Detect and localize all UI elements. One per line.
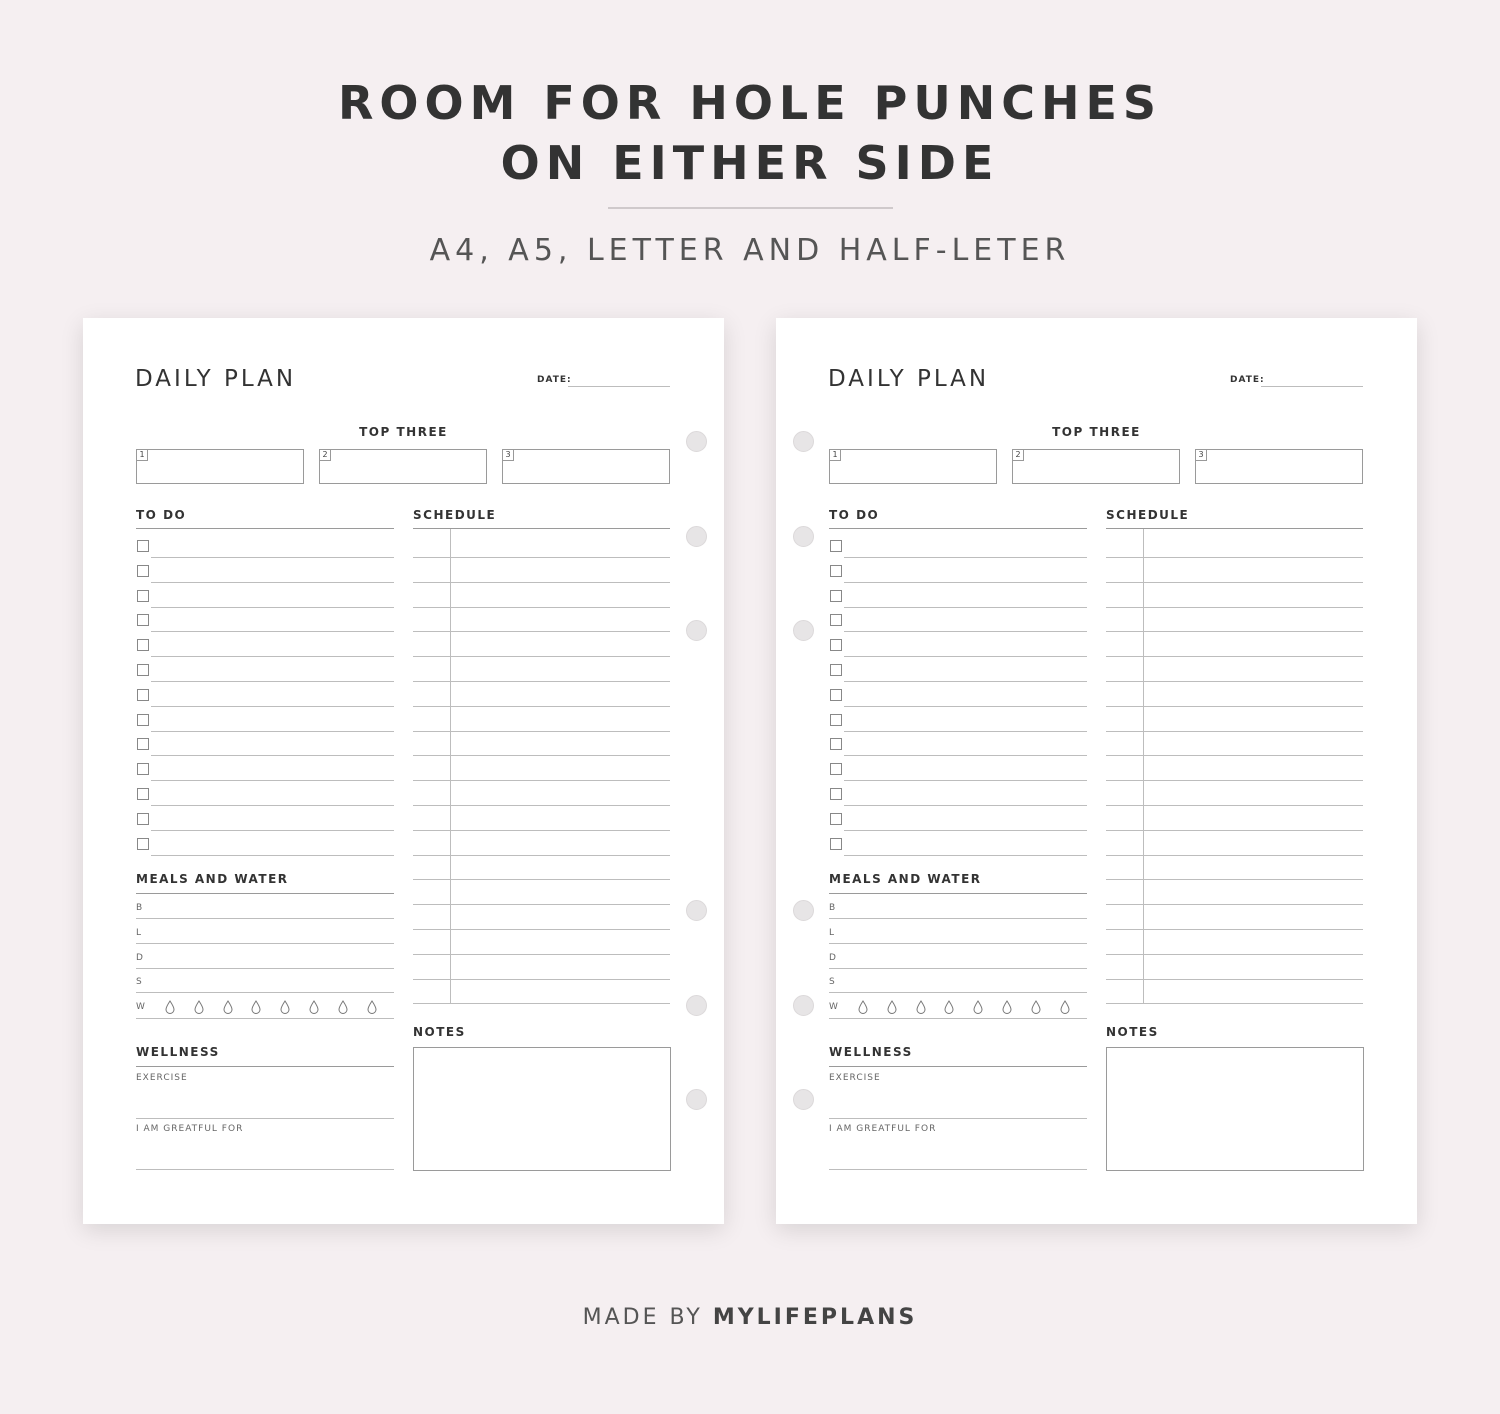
- todo-line: [844, 656, 1087, 657]
- todo-checkbox[interactable]: [137, 639, 149, 651]
- todo-checkbox[interactable]: [137, 788, 149, 800]
- schedule-line: [1106, 904, 1363, 905]
- meal-label: B: [829, 903, 837, 913]
- todo-checkbox[interactable]: [137, 738, 149, 750]
- punch-hole: [686, 900, 707, 921]
- todo-checkbox[interactable]: [830, 788, 842, 800]
- schedule-time-divider: [1143, 529, 1144, 1003]
- schedule-line: [413, 706, 670, 707]
- schedule-line: [413, 929, 670, 930]
- todo-checkbox[interactable]: [830, 565, 842, 577]
- water-label: W: [829, 1002, 839, 1012]
- top-three-box-3[interactable]: [1195, 449, 1363, 484]
- top-three-number: 2: [1013, 450, 1024, 461]
- todo-checkbox[interactable]: [137, 689, 149, 701]
- punch-hole: [686, 526, 707, 547]
- water-drop-icon[interactable]: [1031, 1000, 1041, 1014]
- exercise-label: EXERCISE: [829, 1073, 881, 1083]
- todo-checkbox[interactable]: [830, 714, 842, 726]
- todo-checkbox[interactable]: [830, 813, 842, 825]
- todo-line: [844, 731, 1087, 732]
- meal-line: [829, 943, 1087, 944]
- meal-label: S: [829, 977, 836, 988]
- schedule-line: [1106, 631, 1363, 632]
- wellness-heading: WELLNESS: [829, 1045, 913, 1059]
- schedule-line: [1106, 731, 1363, 732]
- todo-checkbox[interactable]: [830, 639, 842, 651]
- schedule-line: [1106, 855, 1363, 856]
- meal-label: B: [136, 903, 144, 913]
- water-drop-icon[interactable]: [165, 1000, 175, 1014]
- meal-label: L: [829, 927, 836, 938]
- footer-brand: MYLIFEPLANS: [712, 1305, 918, 1330]
- schedule-line: [1106, 607, 1363, 608]
- top-three-number: 2: [320, 450, 331, 461]
- todo-line: [151, 805, 394, 806]
- schedule-line: [1106, 1003, 1363, 1004]
- todo-checkbox[interactable]: [830, 590, 842, 602]
- todo-checkbox[interactable]: [830, 738, 842, 750]
- meal-label: D: [136, 952, 144, 963]
- water-drop-icon[interactable]: [309, 1000, 319, 1014]
- schedule-line: [413, 557, 670, 558]
- water-drop-icon[interactable]: [251, 1000, 261, 1014]
- todo-checkbox[interactable]: [137, 714, 149, 726]
- water-drop-icon[interactable]: [944, 1000, 954, 1014]
- water-drop-icon[interactable]: [1060, 1000, 1070, 1014]
- notes-heading: NOTES: [413, 1025, 466, 1039]
- page-title: DAILY PLAN: [828, 366, 990, 392]
- todo-checkbox[interactable]: [830, 664, 842, 676]
- todo-line: [151, 855, 394, 856]
- todo-checkbox[interactable]: [137, 838, 149, 850]
- gratitude-line: [829, 1169, 1087, 1170]
- todo-line: [151, 681, 394, 682]
- todo-checkbox[interactable]: [137, 664, 149, 676]
- punch-hole: [793, 995, 814, 1016]
- top-three-number: 1: [137, 450, 148, 461]
- date-label: DATE:: [1230, 375, 1265, 385]
- punch-hole: [793, 1089, 814, 1110]
- punch-hole: [686, 1089, 707, 1110]
- top-three-box-3[interactable]: [502, 449, 670, 484]
- date-field: [568, 386, 670, 387]
- top-three-box-2[interactable]: [319, 449, 487, 484]
- todo-line: [844, 557, 1087, 558]
- schedule-line: [1106, 929, 1363, 930]
- water-drop-icon[interactable]: [194, 1000, 204, 1014]
- water-drop-icon[interactable]: [280, 1000, 290, 1014]
- todo-line: [844, 830, 1087, 831]
- water-drop-icon[interactable]: [916, 1000, 926, 1014]
- todo-checkbox[interactable]: [830, 763, 842, 775]
- date-field: [1261, 386, 1363, 387]
- meal-line: [829, 918, 1087, 919]
- schedule-heading: SCHEDULE: [1106, 508, 1190, 522]
- punch-hole: [793, 526, 814, 547]
- top-three-box-1[interactable]: [829, 449, 997, 484]
- todo-line: [844, 805, 1087, 806]
- planner-sheet-right: [776, 318, 1417, 1224]
- todo-line: [151, 731, 394, 732]
- wellness-heading: WELLNESS: [136, 1045, 220, 1059]
- todo-line: [151, 582, 394, 583]
- schedule-line: [1106, 557, 1363, 558]
- schedule-line: [413, 805, 670, 806]
- todo-line: [844, 780, 1087, 781]
- meal-label: D: [829, 952, 837, 963]
- gratitude-label: I AM GREATFUL FOR: [136, 1124, 244, 1134]
- schedule-heading-rule: [1106, 528, 1363, 529]
- schedule-line: [413, 904, 670, 905]
- meals-heading: MEALS AND WATER: [829, 872, 982, 886]
- headline-line-2: ON EITHER SIDE: [500, 136, 1000, 190]
- todo-heading-rule: [829, 528, 1087, 529]
- schedule-line: [413, 1003, 670, 1004]
- todo-heading-rule: [136, 528, 394, 529]
- schedule-line: [413, 879, 670, 880]
- schedule-line: [1106, 582, 1363, 583]
- headline-line-1: ROOM FOR HOLE PUNCHES: [337, 76, 1163, 130]
- todo-checkbox[interactable]: [830, 689, 842, 701]
- schedule-line: [413, 830, 670, 831]
- punch-hole: [793, 900, 814, 921]
- todo-line: [844, 582, 1087, 583]
- top-three-box-1[interactable]: [136, 449, 304, 484]
- schedule-line: [413, 954, 670, 955]
- exercise-line: [136, 1118, 394, 1119]
- meal-label: L: [136, 927, 143, 938]
- todo-checkbox[interactable]: [830, 614, 842, 626]
- water-drop-icon[interactable]: [973, 1000, 983, 1014]
- meal-line: [136, 968, 394, 969]
- schedule-time-divider: [450, 529, 451, 1003]
- schedule-line: [413, 607, 670, 608]
- planner-sheet-left: [83, 318, 724, 1224]
- todo-line: [844, 607, 1087, 608]
- footer-credit: [0, 1305, 1500, 1330]
- todo-line: [151, 557, 394, 558]
- water-drop-icon[interactable]: [338, 1000, 348, 1014]
- notes-box[interactable]: [413, 1047, 671, 1171]
- page-title: DAILY PLAN: [135, 366, 297, 392]
- water-line: [136, 1018, 394, 1019]
- top-three-number: 3: [503, 450, 514, 461]
- water-drop-icon[interactable]: [887, 1000, 897, 1014]
- top-three-heading: TOP THREE: [1052, 425, 1141, 439]
- top-three-heading: TOP THREE: [359, 425, 448, 439]
- todo-checkbox[interactable]: [137, 813, 149, 825]
- meals-heading-rule: [829, 893, 1087, 894]
- todo-checkbox[interactable]: [137, 540, 149, 552]
- schedule-heading-rule: [413, 528, 670, 529]
- gratitude-line: [136, 1169, 394, 1170]
- schedule-line: [413, 582, 670, 583]
- meal-line: [136, 992, 394, 993]
- exercise-label: EXERCISE: [136, 1073, 188, 1083]
- todo-line: [151, 830, 394, 831]
- todo-checkbox[interactable]: [137, 590, 149, 602]
- meals-heading: MEALS AND WATER: [136, 872, 289, 886]
- subtitle: A4, A5, LETTER AND HALF-LETER: [429, 233, 1071, 268]
- schedule-line: [1106, 954, 1363, 955]
- todo-checkbox[interactable]: [137, 763, 149, 775]
- water-drop-icon[interactable]: [367, 1000, 377, 1014]
- schedule-line: [413, 731, 670, 732]
- schedule-line: [413, 681, 670, 682]
- todo-line: [844, 706, 1087, 707]
- schedule-line: [1106, 979, 1363, 980]
- punch-hole: [686, 620, 707, 641]
- schedule-line: [1106, 780, 1363, 781]
- schedule-line: [1106, 656, 1363, 657]
- schedule-line: [1106, 879, 1363, 880]
- todo-checkbox[interactable]: [830, 540, 842, 552]
- todo-heading: TO DO: [136, 508, 187, 522]
- meal-line: [136, 943, 394, 944]
- schedule-line: [1106, 681, 1363, 682]
- todo-line: [844, 631, 1087, 632]
- todo-line: [151, 607, 394, 608]
- schedule-heading: SCHEDULE: [413, 508, 497, 522]
- todo-checkbox[interactable]: [137, 565, 149, 577]
- header-divider: [608, 207, 893, 209]
- todo-line: [151, 780, 394, 781]
- water-label: W: [136, 1002, 146, 1012]
- meal-label: S: [136, 977, 143, 988]
- todo-line: [151, 631, 394, 632]
- meals-heading-rule: [136, 893, 394, 894]
- schedule-line: [413, 656, 670, 657]
- top-three-box-2[interactable]: [1012, 449, 1180, 484]
- water-drop-icon[interactable]: [858, 1000, 868, 1014]
- schedule-line: [413, 979, 670, 980]
- schedule-line: [413, 855, 670, 856]
- todo-checkbox[interactable]: [137, 614, 149, 626]
- water-drop-icon[interactable]: [223, 1000, 233, 1014]
- todo-line: [151, 755, 394, 756]
- todo-line: [844, 855, 1087, 856]
- schedule-line: [1106, 805, 1363, 806]
- footer-prefix: MADE BY: [582, 1305, 703, 1330]
- todo-checkbox[interactable]: [830, 838, 842, 850]
- gratitude-label: I AM GREATFUL FOR: [829, 1124, 937, 1134]
- wellness-heading-rule: [829, 1066, 1087, 1067]
- schedule-line: [1106, 830, 1363, 831]
- schedule-line: [413, 755, 670, 756]
- todo-line: [844, 755, 1087, 756]
- meal-line: [829, 992, 1087, 993]
- water-drop-icon[interactable]: [1002, 1000, 1012, 1014]
- schedule-line: [1106, 706, 1363, 707]
- punch-hole: [686, 995, 707, 1016]
- wellness-heading-rule: [136, 1066, 394, 1067]
- todo-line: [844, 681, 1087, 682]
- notes-heading: NOTES: [1106, 1025, 1159, 1039]
- date-label: DATE:: [537, 375, 572, 385]
- exercise-line: [829, 1118, 1087, 1119]
- schedule-line: [1106, 755, 1363, 756]
- schedule-line: [413, 780, 670, 781]
- top-three-number: 3: [1196, 450, 1207, 461]
- notes-box[interactable]: [1106, 1047, 1364, 1171]
- meal-line: [829, 968, 1087, 969]
- todo-heading: TO DO: [829, 508, 880, 522]
- meal-line: [136, 918, 394, 919]
- punch-hole: [793, 620, 814, 641]
- schedule-line: [413, 631, 670, 632]
- top-three-number: 1: [830, 450, 841, 461]
- water-line: [829, 1018, 1087, 1019]
- todo-line: [151, 656, 394, 657]
- todo-line: [151, 706, 394, 707]
